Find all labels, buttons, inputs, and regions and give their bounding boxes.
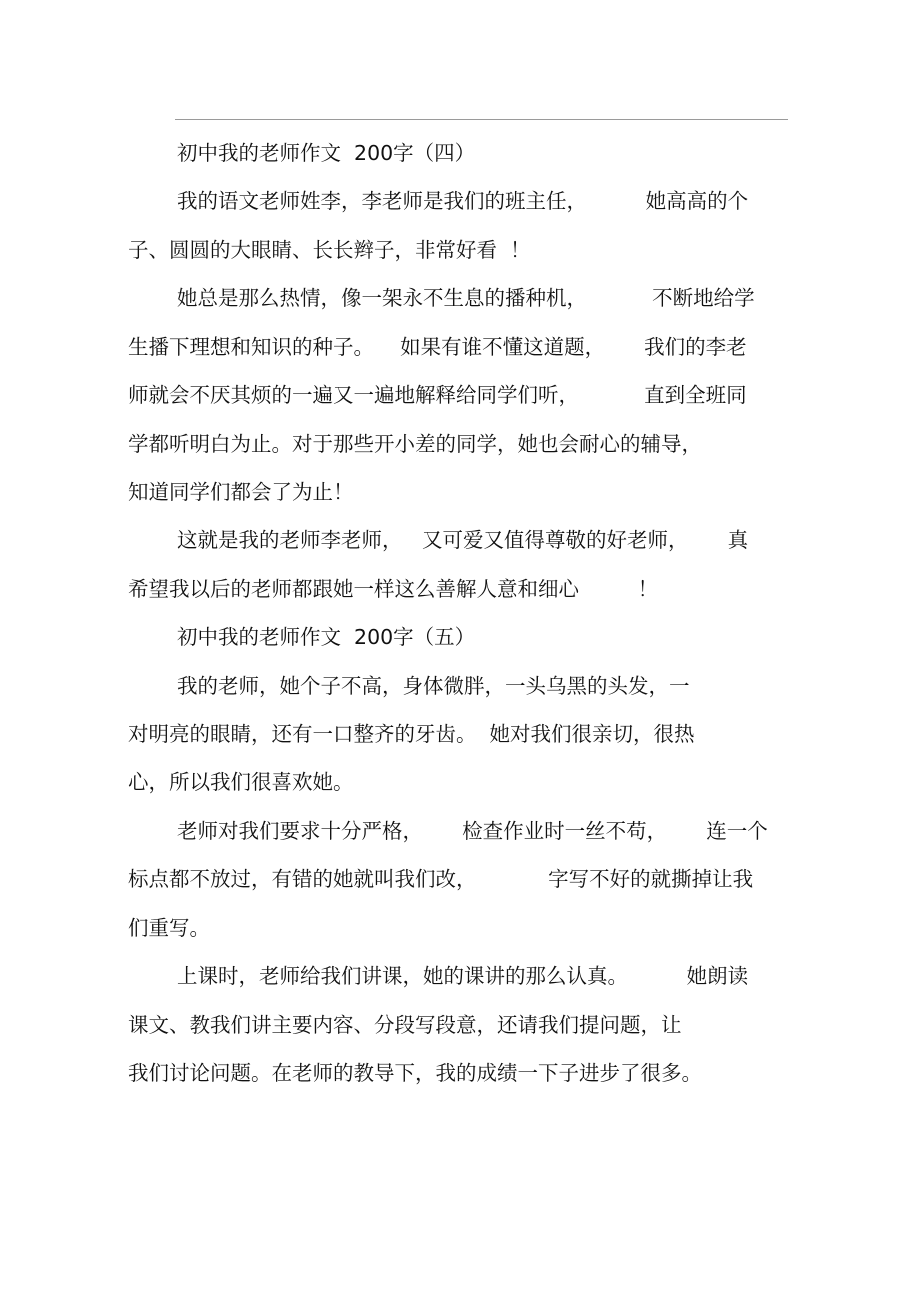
paragraph-line: 生播下理想和知识的种子。 如果有谁不懂这道题， 我们的李老 [128,335,747,359]
paragraph-line: 我的老师，她个子不高，身体微胖，一头乌黑的头发，一 [177,674,690,698]
paragraph-line: 师就会不厌其烦的一遍又一遍地解释给同学们听， 直到全班同 [128,383,747,407]
paragraph-line: 对明亮的眼睛，还有一口整齐的牙齿。 她对我们很亲切，很热 [128,722,695,746]
section-title-four: 初中我的老师作文 200字（四） [177,141,476,165]
paragraph-line: 上课时，老师给我们讲课，她的课讲的那么认真。 她朗读 [177,964,749,988]
header-rule [175,119,788,120]
paragraph-line: 学都听明白为止。对于那些开小差的同学，她也会耐心的辅导， [128,432,702,456]
paragraph-line: 希望我以后的老师都跟她一样这么善解人意和细心 ！ [128,577,659,601]
paragraph-line: 我们讨论问题。在老师的教导下，我的成绩一下子进步了很多。 [128,1061,702,1085]
paragraph-line: 子、圆圆的大眼睛、长长辫子，非常好看 ！ [128,238,531,262]
paragraph-line: 标点都不放过，有错的她就叫我们改， 字写不好的就撕掉让我 [128,867,754,891]
paragraph-line: 我的语文老师姓李，李老师是我们的班主任， 她高高的个 [177,189,749,213]
paragraph-line: 老师对我们要求十分严格， 检查作业时一丝不苟， 连一个 [177,819,768,843]
paragraph-line: 课文、教我们讲主要内容、分段写段意，还请我们提问题，让 [128,1013,682,1037]
paragraph-line: 们重写。 [128,916,210,940]
paragraph-line: 她总是那么热情，像一架永不生息的播种机， 不断地给学 [177,286,755,310]
paragraph-line: 知道同学们都会了为止！ [128,480,354,504]
paragraph-line: 心，所以我们很喜欢她。 [128,770,354,794]
paragraph-line: 这就是我的老师李老师， 又可爱又值得尊敬的好老师， 真 [177,528,749,552]
section-title-five: 初中我的老师作文 200字（五） [177,625,476,649]
